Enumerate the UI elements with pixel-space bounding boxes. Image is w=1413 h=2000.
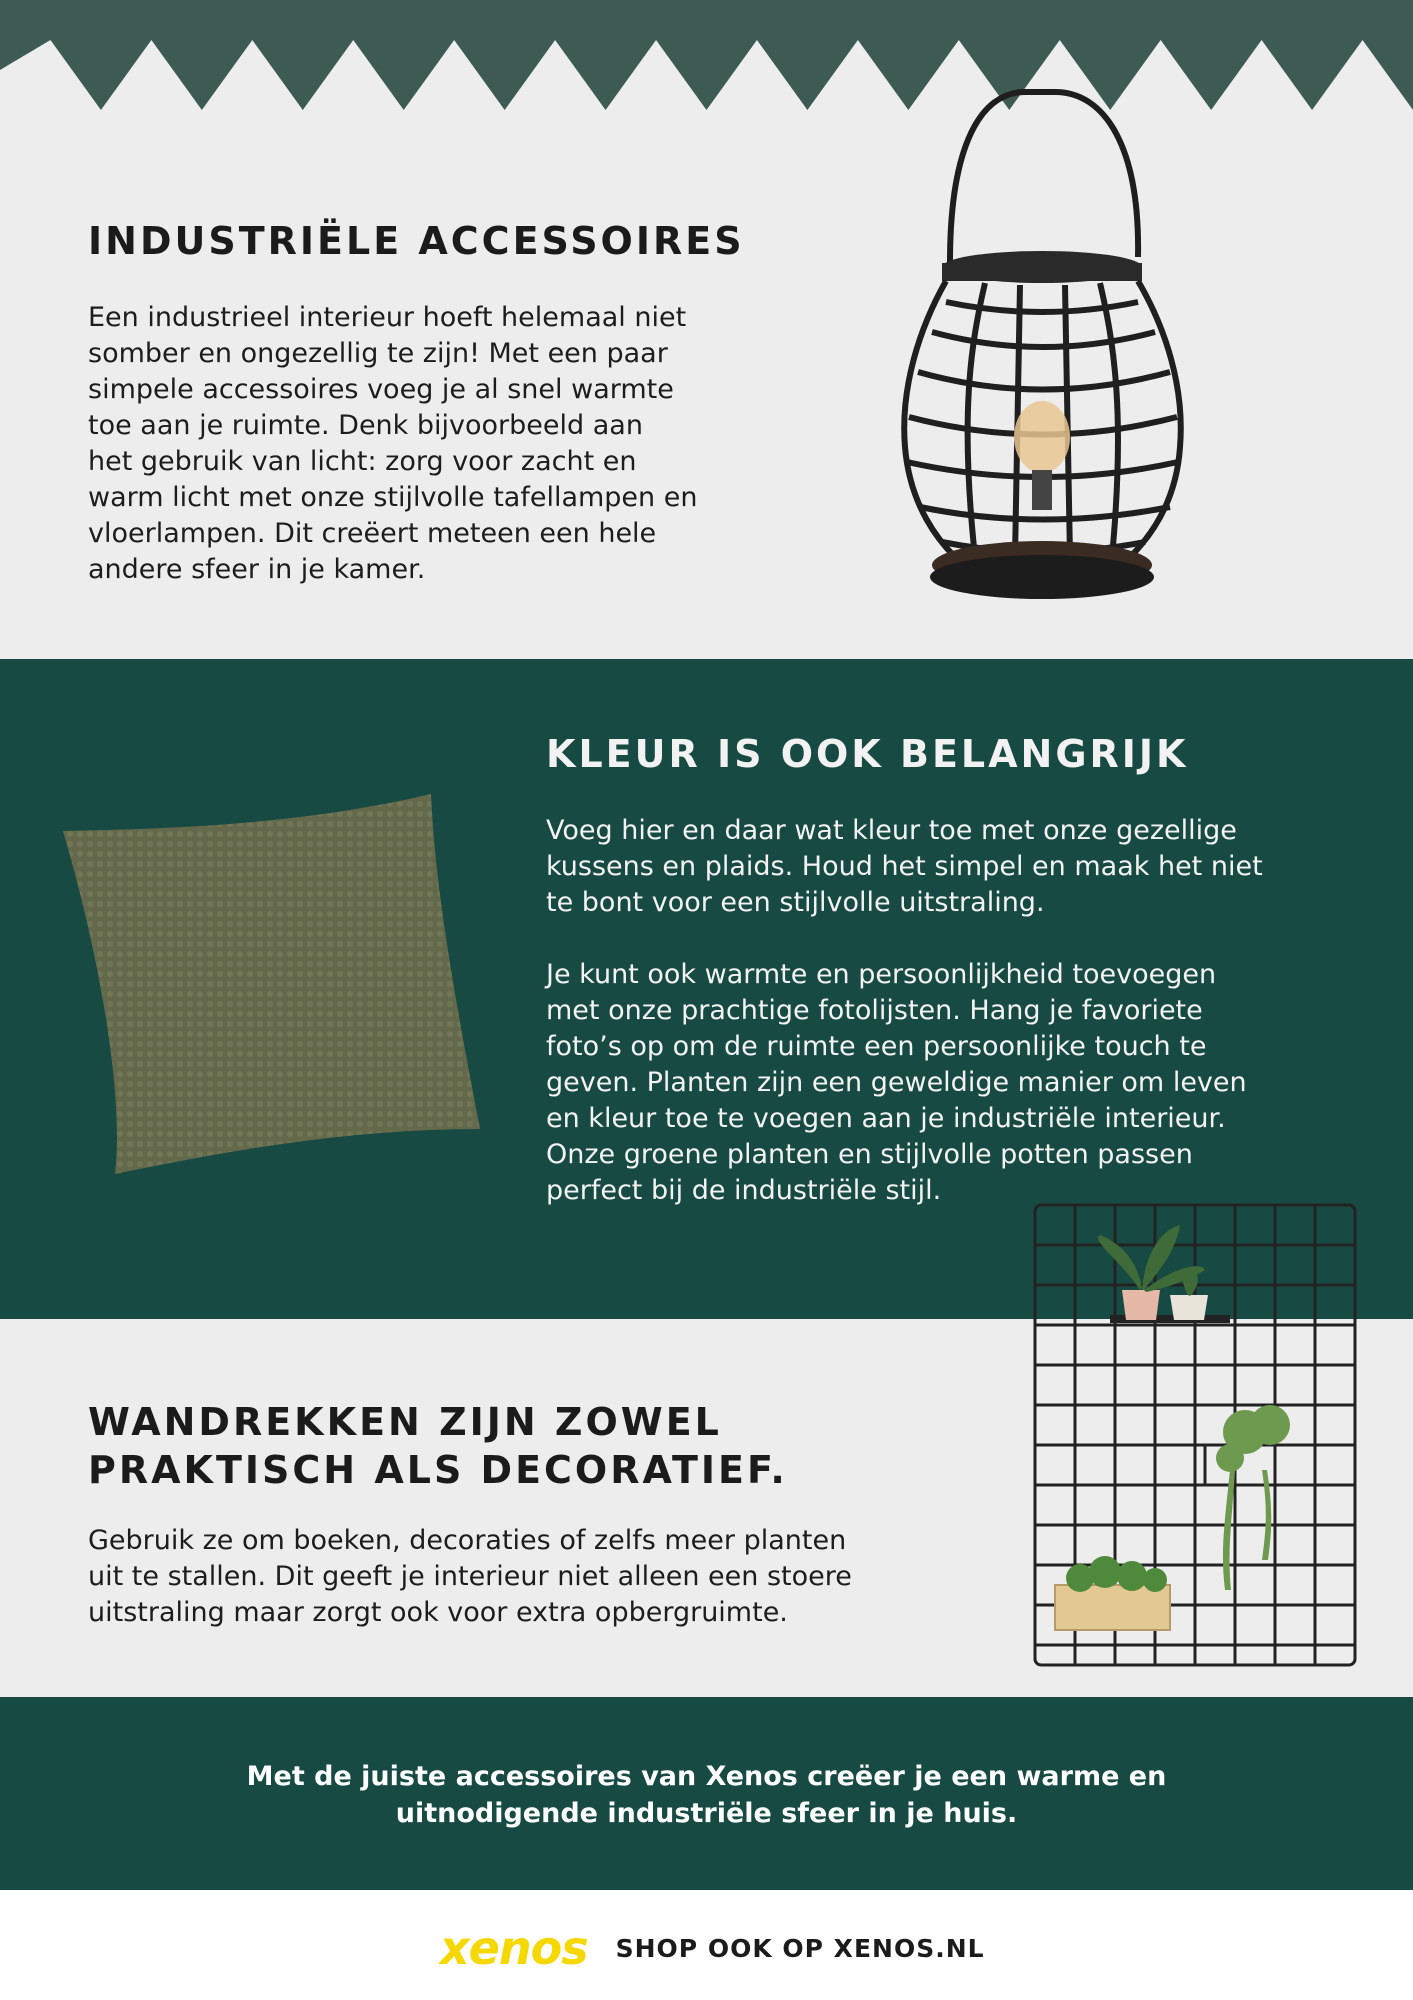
section-heading: INDUSTRIËLE ACCESSOIRES [88, 219, 745, 263]
section-body: Voeg hier en daar wat kleur toe met onze gezellige kussens en plaids. Houd het simpel en maak het niet te bont voor een stijlvolle uitstraling. Je kunt ook warmte en persoonlijkheid toevoegen met onze prachtige fotolijsten. Hang je favoriete foto’s op om de ruimte een persoonlijke touch te geven. Planten zijn een geweldige manier om leven en kleur toe te voegen aan je industriële interieur. Onze groene planten en stijlvolle potten passen perfect bij de industriële stijl. [546, 815, 1263, 1206]
section-heading: WANDREKKEN ZIJN ZOWEL PRAKTISCH ALS DECORATIEF. [88, 1400, 788, 1492]
closing-banner [0, 1697, 1413, 1890]
section-body: Een industrieel interieur hoeft helemaal niet somber en ongezellig te zijn! Met een paar simpele accessoires voeg je al snel warmte toe aan je ruimte. Denk bijvoorbeeld aan het gebruik van licht: zorg voor zacht en warm licht met onze stijlvolle tafellampen en vloerlampen. Dit creëert meteen een hele andere sfeer in je kamer. [88, 302, 698, 585]
closing-text: Met de juiste accessoires van Xenos creëer je een warme en uitnodigende industriële sfeer in je huis. [246, 1761, 1167, 1829]
shop-link[interactable]: SHOP OOK OP XENOS.NL [615, 1933, 985, 1963]
section-accessories [0, 112, 1413, 659]
section-body: Gebruik ze om boeken, decoraties of zelfs meer planten uit te stallen. Dit geeft je interieur niet alleen een stoere uitstraling maar zorgt ook voor extra opbergruimte. [88, 1525, 852, 1628]
footer [0, 1890, 1413, 2000]
wall-grid-rack-image [1030, 1200, 1360, 1670]
xenos-logo[interactable]: xenos [440, 1921, 588, 1975]
footer-content [440, 1918, 985, 1978]
lantern-lamp-image [880, 87, 1210, 627]
section-heading: KLEUR IS OOK BELANGRIJK [546, 732, 1189, 776]
green-cushion-image [55, 789, 485, 1189]
